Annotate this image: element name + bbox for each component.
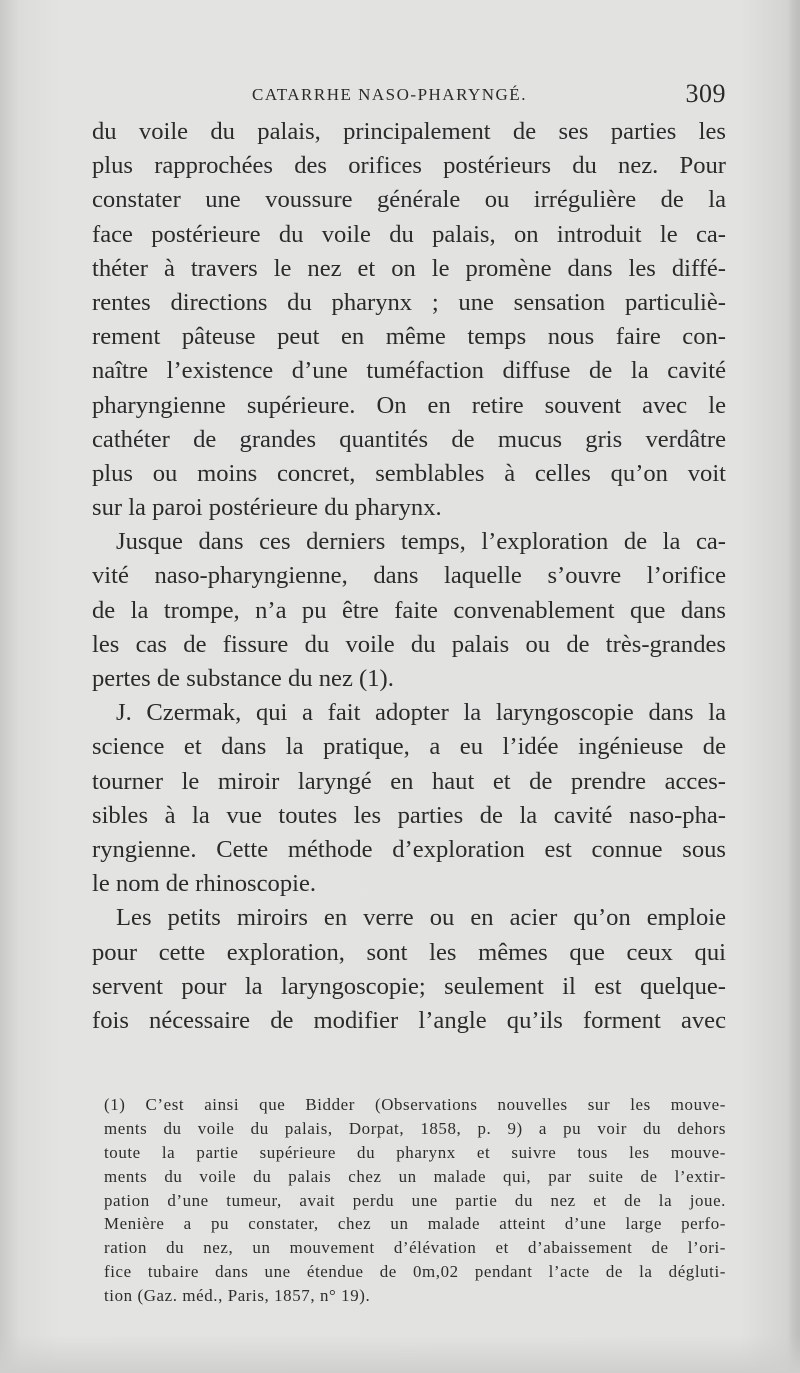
paragraph-start-line: Jusque dans ces derniers temps, l’exploration de la ca- bbox=[116, 528, 726, 556]
text-line: plus rapprochées des orifices postérieurs du nez. Pour bbox=[92, 152, 726, 180]
text-line: plus ou moins concret, semblables à celles qu’on voit bbox=[92, 459, 726, 487]
text-line: rement pâteuse peut en même temps nous faire con- bbox=[92, 323, 726, 351]
footnote-line: (1) C’est ainsi que Bidder (Observations nouvelles sur les mouve- bbox=[104, 1095, 726, 1114]
text-line: fois nécessaire de modifier l’angle qu’ils forment avec bbox=[92, 1006, 726, 1034]
text-line: du voile du palais, principalement de ses parties les bbox=[92, 118, 726, 145]
text-line: pharyngienne supérieure. On en retire souvent avec le bbox=[92, 391, 726, 419]
text-line: pour cette exploration, sont les mêmes que ceux qui bbox=[92, 938, 726, 966]
footnote-line: pation d’une tumeur, avait perdu une partie du nez et de la joue. bbox=[104, 1190, 726, 1210]
running-head bbox=[92, 79, 726, 113]
text-line: tourner le miroir laryngé en haut et de prendre acces- bbox=[92, 767, 726, 795]
footnote-line: tion (Gaz. méd., Paris, 1857, n° 19). bbox=[104, 1286, 371, 1306]
text-line: cathéter de grandes quantités de mucus gris verdâtre bbox=[92, 425, 726, 453]
text-line: science et dans la pratique, a eu l’idée ingénieuse de bbox=[92, 733, 726, 761]
text-line: ryngienne. Cette méthode d’exploration est connue sous bbox=[92, 835, 726, 863]
paragraph-start-line: J. Czermak, qui a fait adopter la laryngoscopie dans la bbox=[116, 699, 726, 727]
text-line: de la trompe, n’a pu être faite convenablement que dans bbox=[92, 596, 726, 624]
text-line: servent pour la laryngoscopie; seulement il est quelque- bbox=[92, 972, 726, 1000]
footnote-line: ration du nez, un mouvement d’élévation et d’abaissement de l’ori- bbox=[104, 1238, 726, 1258]
footnote-line: ments du voile du palais chez un malade qui, par suite de l’extir- bbox=[104, 1166, 726, 1186]
page-edge-shadow-right bbox=[788, 0, 800, 1373]
text-line: sur la paroi postérieure du pharynx. bbox=[92, 494, 442, 522]
footnote bbox=[104, 1093, 726, 1308]
paragraph-start-line: Les petits miroirs en verre ou en acier qu’on emploie bbox=[116, 904, 726, 932]
text-line: constater une voussure générale ou irrégulière de la bbox=[92, 186, 726, 214]
page-number: 309 bbox=[685, 79, 726, 108]
footnote-line: ments du voile du palais, Dorpat, 1858, p. 9) a pu voir du dehors bbox=[104, 1118, 726, 1138]
text-line: théter à travers le nez et on le promène dans les diffé- bbox=[92, 254, 726, 282]
footnote-line: Menière a pu constater, chez un malade atteint d’une large perfo- bbox=[104, 1214, 726, 1234]
text-line: rentes directions du pharynx ; une sensation particuliè- bbox=[92, 288, 726, 316]
text-line: les cas de fissure du voile du palais ou de très-grandes bbox=[92, 630, 726, 658]
footnote-line: toute la partie supérieure du pharynx et suivre tous les mouve- bbox=[104, 1142, 726, 1162]
text-line: pertes de substance du nez (1). bbox=[92, 665, 394, 692]
footnote-line: fice tubaire dans une étendue de 0m,02 pendant l’acte de la dégluti- bbox=[104, 1262, 726, 1282]
text-line: vité naso-pharyngienne, dans laquelle s’ouvre l’orifice bbox=[92, 562, 726, 590]
text-line: face postérieure du voile du palais, on introduit le ca- bbox=[92, 220, 726, 248]
text-line: naître l’existence d’une tuméfaction diffuse de la cavité bbox=[92, 357, 726, 385]
page-edge-shadow-bottom bbox=[0, 1335, 800, 1373]
text-line: le nom de rhinoscopie. bbox=[92, 870, 317, 898]
main-text bbox=[92, 115, 726, 1038]
text-line: sibles à la vue toutes les parties de la cavité naso-pha- bbox=[92, 801, 726, 829]
running-head-title: CATARRHE NASO-PHARYNGÉ. bbox=[252, 85, 527, 104]
